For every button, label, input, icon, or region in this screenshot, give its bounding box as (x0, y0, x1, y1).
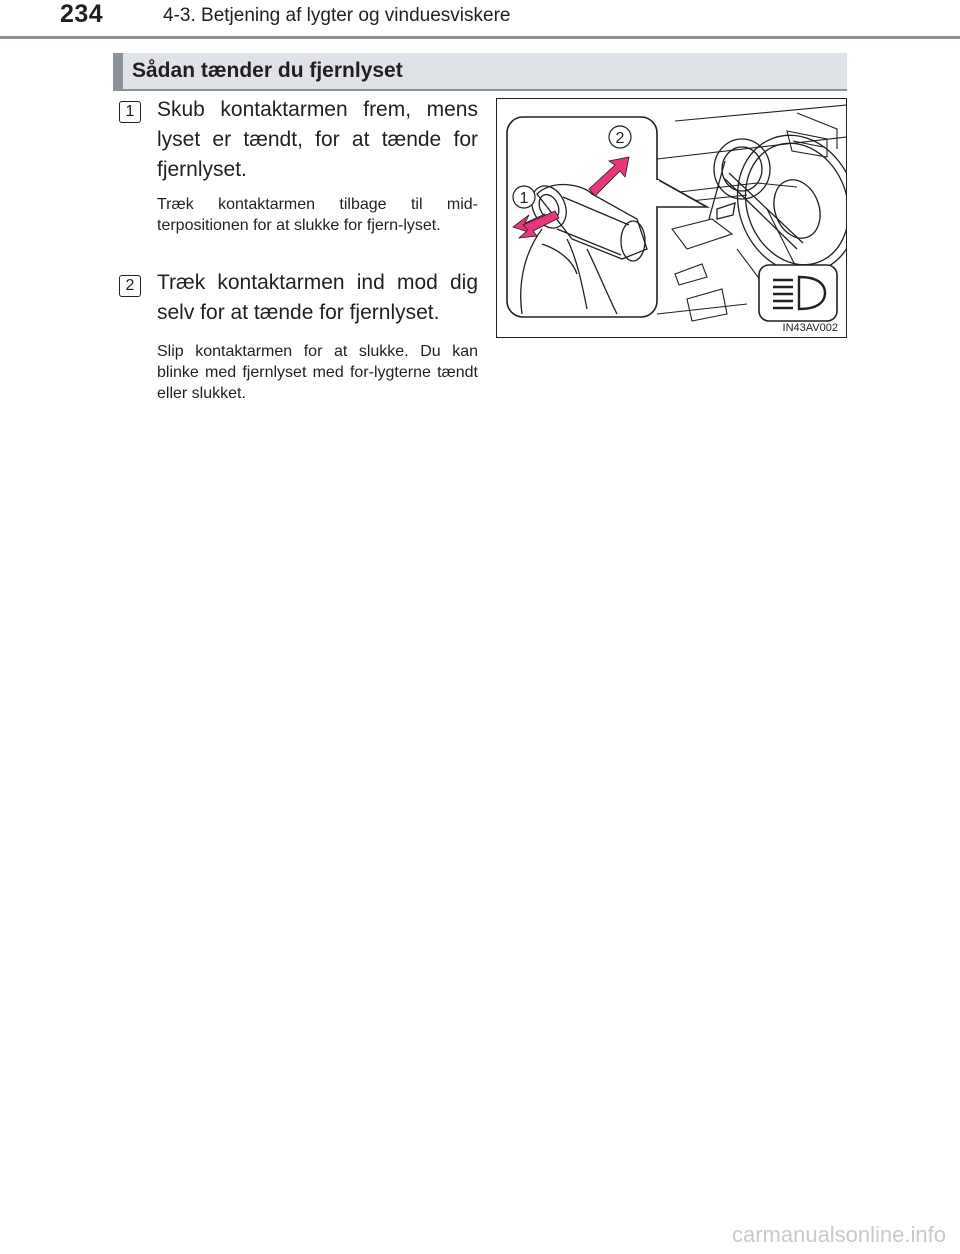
section-heading (113, 53, 847, 90)
lever-illustration (497, 99, 847, 338)
header-divider (0, 36, 960, 39)
step-1-text: Skub kontaktarmen frem, mens lyset er tændt, for at tænde for fjernlyset. (157, 98, 478, 181)
figure-callout-1: 1 (519, 190, 529, 207)
step-2-text: Træk kontaktarmen ind mod dig selv for at tænde for fjernlyset. (157, 271, 478, 324)
headlight-lever-figure (496, 98, 847, 338)
step-2-note: Slip kontaktarmen for at slukke. Du kan blinke med fjernlyset med for-lygterne tændt eller slukket. (157, 343, 478, 402)
section-divider (113, 89, 847, 91)
figure-callout-2: 2 (615, 130, 625, 147)
high-beam-icon (759, 265, 837, 321)
step-number-2: 2 (119, 275, 141, 297)
step-1-note: Træk kontaktarmen tilbage til mid-terpositionen for at slukke for fjern-lyset. (157, 196, 478, 234)
watermark: carmanualsonline.info (731, 1222, 946, 1247)
chapter-title: 4-3. Betjening af lygter og vinduesviskere (163, 5, 511, 26)
section-heading-text: Sådan tænder du fjernlyset (132, 59, 403, 82)
page-number: 234 (60, 0, 104, 28)
figure-code: IN43AV002 (782, 322, 838, 334)
step-number-1: 1 (119, 101, 141, 123)
